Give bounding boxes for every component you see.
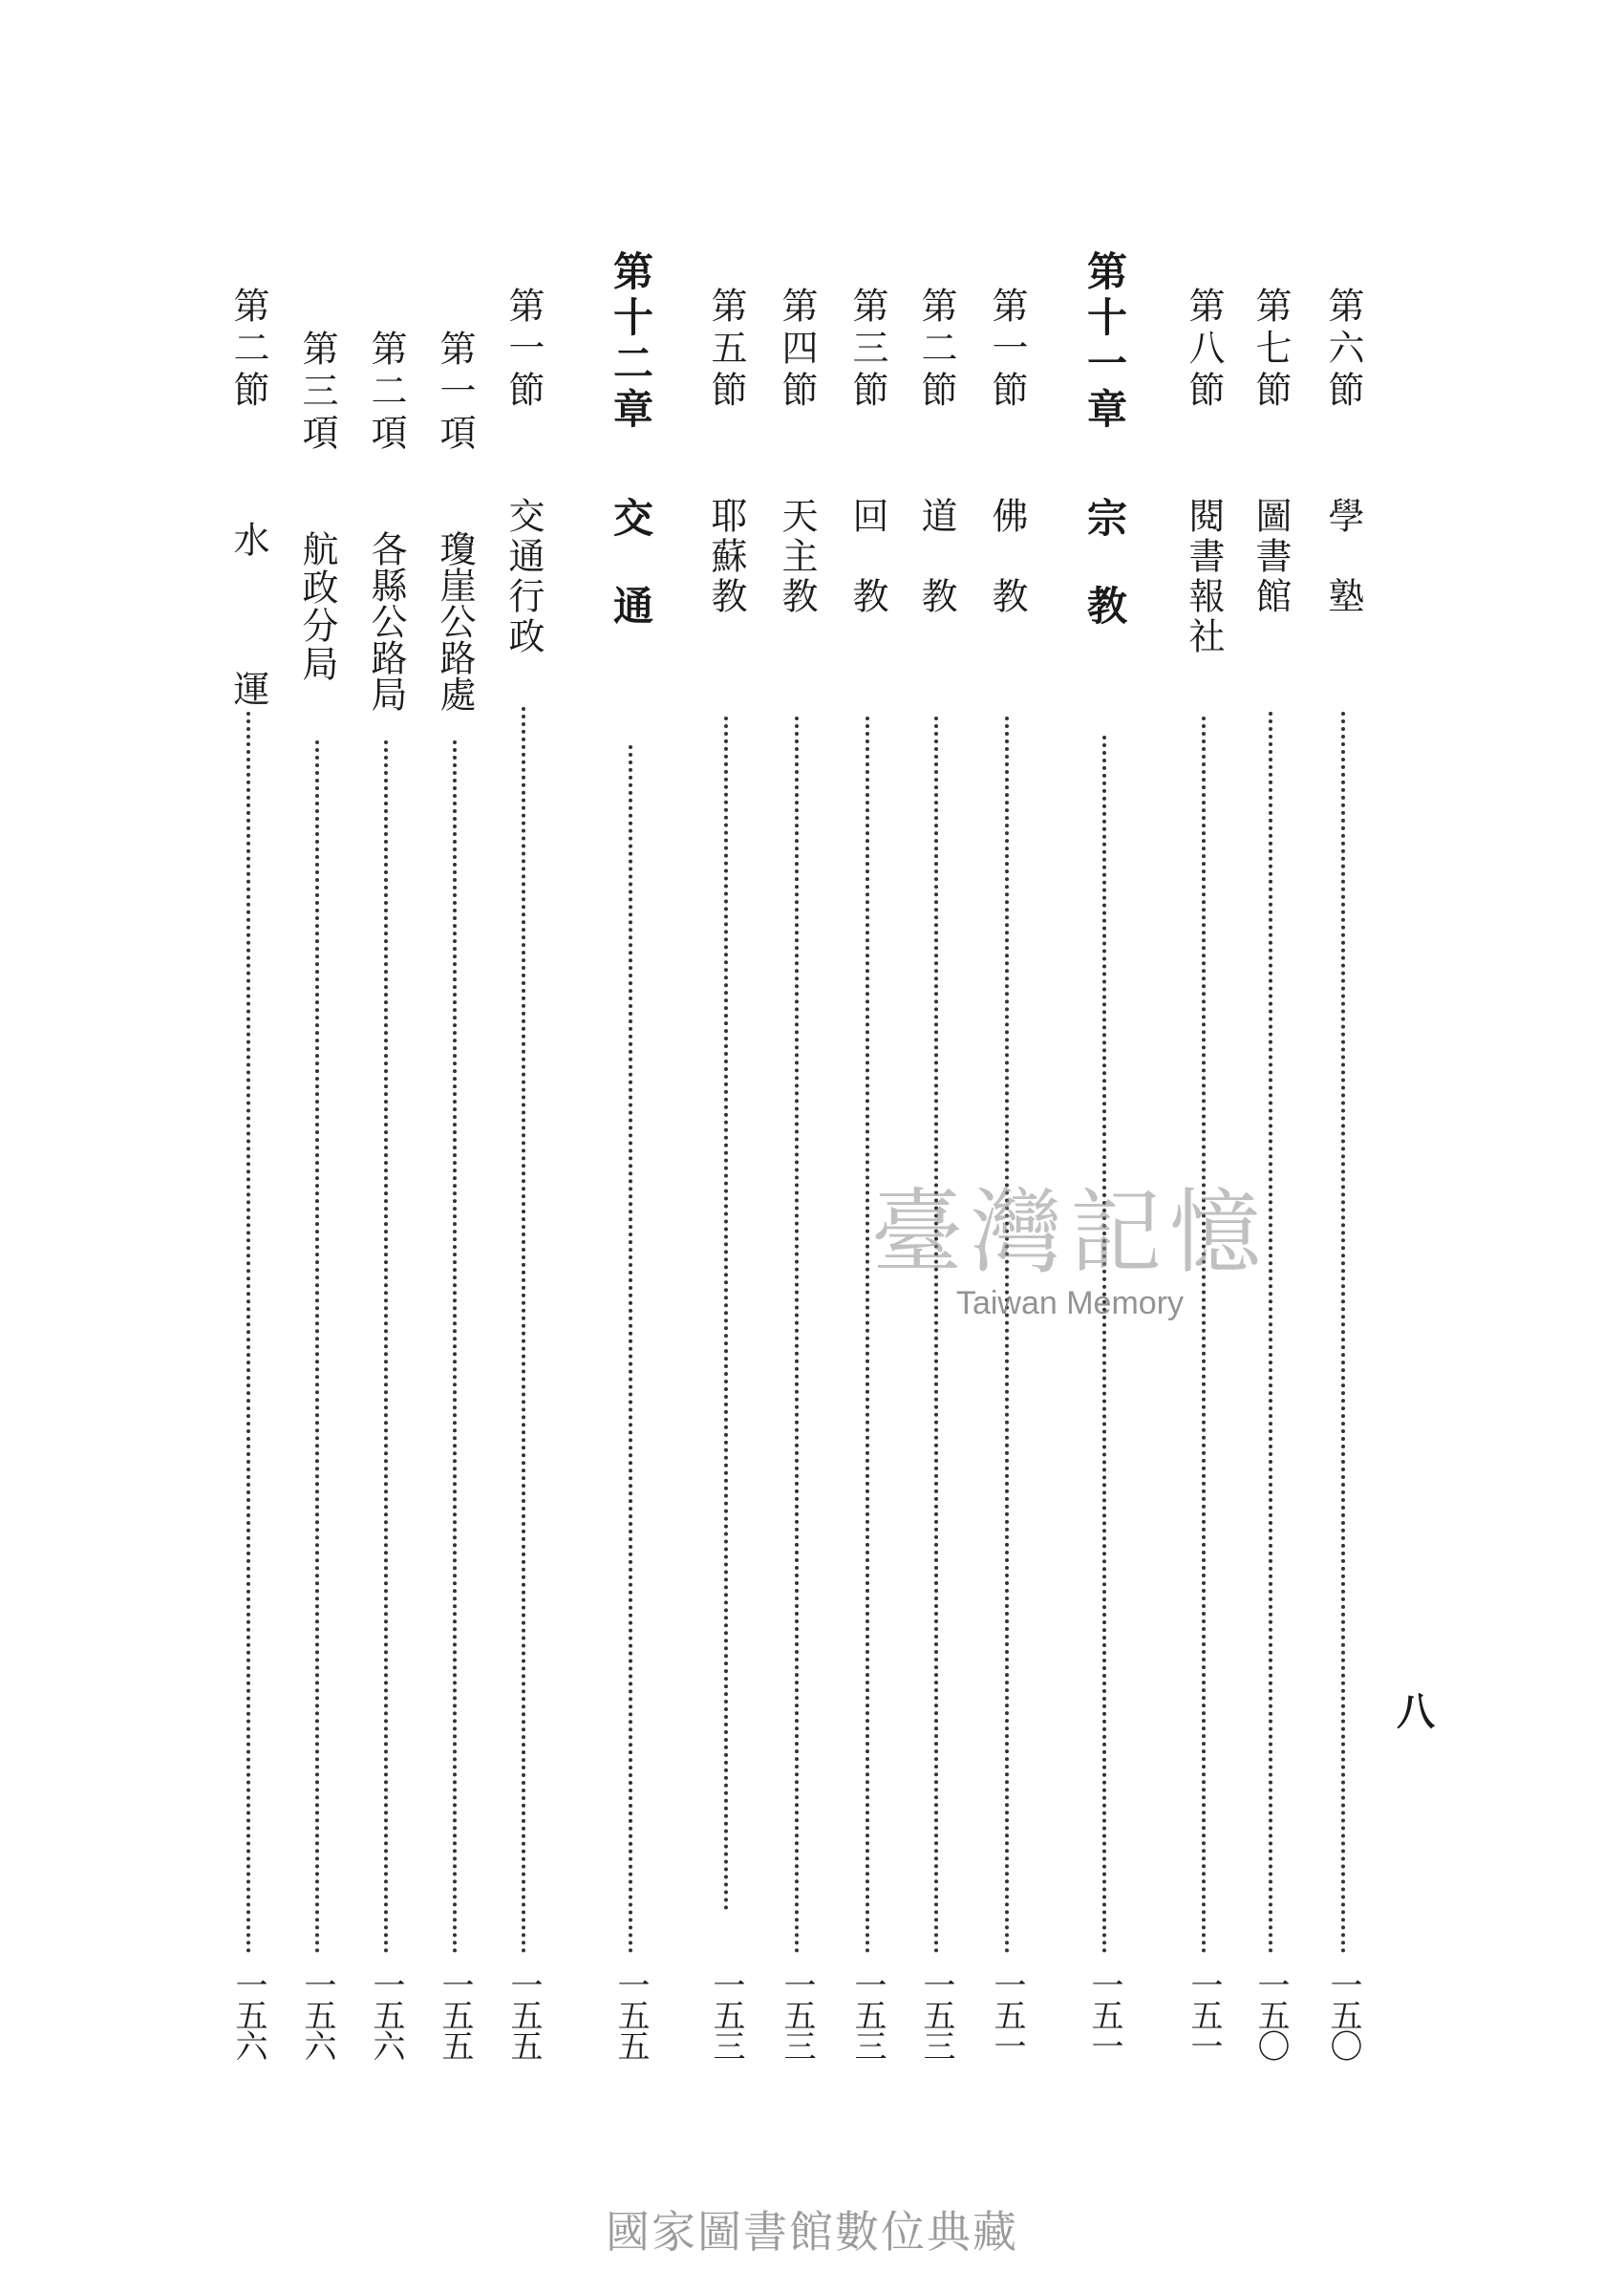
entry-label: 第七節: [1250, 287, 1292, 413]
entry-title: 天主教: [776, 497, 818, 617]
chapter-label: 第十二章: [608, 250, 654, 434]
toc-entry: [1244, 0, 1297, 2293]
item-title: 航政分局: [296, 530, 338, 683]
entry-page: 一五三: [778, 1968, 816, 2060]
leader-dots: [1202, 717, 1206, 1954]
entry-title: 道 教: [915, 497, 957, 617]
entry-page: 一五三: [917, 1968, 955, 2060]
item-page: 一五五: [436, 1968, 474, 2060]
toc-entry: [841, 0, 894, 2293]
leader-dots: [1341, 712, 1345, 1954]
toc-entry: [1316, 0, 1370, 2293]
leader-dots: [1005, 717, 1009, 1954]
toc-entry: [222, 0, 275, 2293]
watermark-english: Taiwan Memory: [955, 1285, 1185, 1321]
watermark-chinese: 臺灣記憶: [871, 1179, 1269, 1286]
entry-page: 一五一: [1185, 1968, 1223, 2060]
entry-title: 耶蘇教: [705, 497, 747, 617]
toc-chapter: [604, 0, 657, 2293]
entry-label: 第五節: [705, 287, 747, 413]
toc-entry: [909, 0, 963, 2293]
leader-dots: [795, 717, 799, 1954]
chapter-label: 第十一章: [1081, 250, 1128, 434]
leader-dots: [865, 717, 869, 1954]
toc-entry: [1177, 0, 1230, 2293]
entry-title: 閱書報社: [1183, 497, 1225, 657]
entry-title: 回 教: [846, 497, 888, 617]
leader-dots: [1269, 712, 1272, 1954]
entry-label: 第八節: [1183, 287, 1225, 413]
leader-dots: [522, 707, 525, 1954]
chapter-title: 宗 教: [1081, 497, 1128, 629]
toc-entry: [770, 0, 823, 2293]
page-number: 八: [1397, 1689, 1435, 1734]
entry-label: 第一節: [502, 287, 545, 413]
entry-label: 第四節: [776, 287, 818, 413]
toc-entry: [980, 0, 1034, 2293]
leader-dots: [724, 717, 728, 1911]
entry-page: 一五〇: [1324, 1968, 1362, 2060]
entry-label: 第六節: [1322, 287, 1364, 413]
entry-title: 交通行政: [502, 497, 545, 657]
chapter-title: 交 通: [608, 497, 654, 629]
toc-chapter: [1078, 0, 1131, 2293]
chapter-page: 一五一: [1085, 1968, 1123, 2060]
toc-item: [290, 0, 344, 2293]
item-label: 第二項: [365, 330, 407, 456]
item-title: 瓊崖公路處: [434, 530, 476, 712]
entry-page: 一五六: [229, 1968, 267, 2060]
leader-dots: [384, 740, 388, 1954]
toc-item: [428, 0, 481, 2293]
toc-entry: [497, 0, 550, 2293]
toc-entry: [699, 0, 753, 2293]
leader-dots: [629, 745, 632, 1954]
entry-label: 第二節: [915, 287, 957, 413]
entry-page: 一五〇: [1251, 1968, 1290, 2060]
chapter-page: 一五五: [611, 1968, 650, 2060]
entry-title: 水 運: [227, 521, 269, 744]
library-footer: 國家圖書館數位典藏: [606, 2206, 1018, 2258]
entry-title: 圖書館: [1250, 497, 1292, 617]
entry-page: 一五五: [504, 1968, 543, 2060]
item-label: 第三項: [296, 330, 338, 456]
toc-item: [359, 0, 413, 2293]
item-page: 一五六: [298, 1968, 336, 2060]
leader-dots: [1102, 736, 1106, 1954]
entry-title: 佛 教: [986, 497, 1028, 617]
entry-page: 一五一: [988, 1968, 1026, 2060]
entry-page: 一五三: [848, 1968, 887, 2060]
leader-dots: [246, 712, 250, 1954]
leader-dots: [934, 717, 938, 1954]
entry-label: 第二節: [227, 287, 269, 413]
entry-page: 一五三: [707, 1968, 745, 2060]
entry-label: 第三節: [846, 287, 888, 413]
leader-dots: [453, 740, 457, 1954]
item-title: 各縣公路局: [365, 530, 407, 712]
entry-label: 第一節: [986, 287, 1028, 413]
leader-dots: [315, 740, 319, 1954]
item-label: 第一項: [434, 330, 476, 456]
item-page: 一五六: [367, 1968, 405, 2060]
entry-title: 學 塾: [1322, 497, 1364, 617]
watermark: [822, 1180, 1318, 1322]
